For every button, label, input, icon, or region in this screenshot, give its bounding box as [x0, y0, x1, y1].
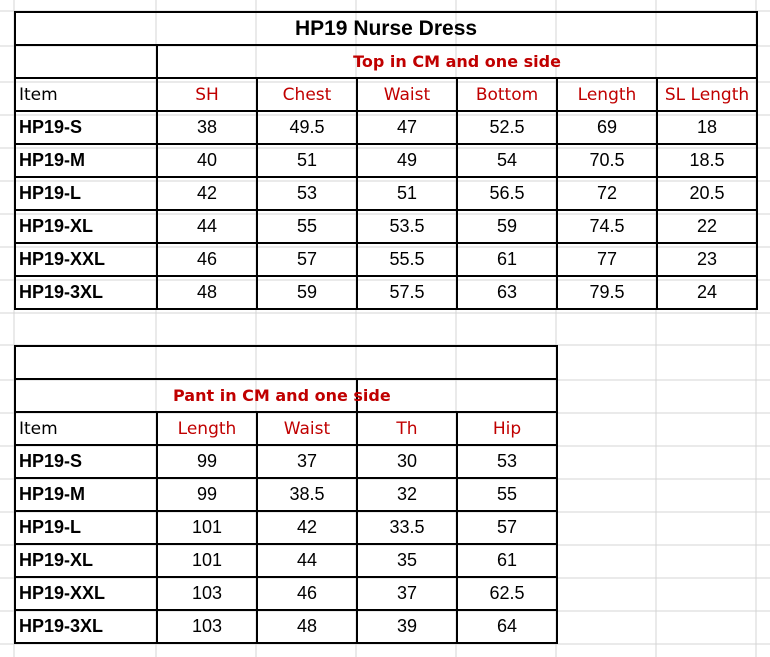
table-row: [15, 243, 757, 276]
column-header: Th: [357, 412, 457, 445]
value-cell: 70.5: [557, 144, 657, 177]
top-size-table: [14, 11, 758, 310]
pant-size-table: [14, 345, 558, 644]
value-cell: 99: [157, 445, 257, 478]
table-row: [15, 478, 557, 511]
item-cell: HP19-L: [15, 511, 157, 544]
table-row: [15, 177, 757, 210]
value-cell: 52.5: [457, 111, 557, 144]
value-cell: 79.5: [557, 276, 657, 309]
value-cell: 53.5: [357, 210, 457, 243]
value-cell: 49: [357, 144, 457, 177]
item-cell: HP19-XL: [15, 544, 157, 577]
value-cell: 37: [257, 445, 357, 478]
value-cell: 62.5: [457, 577, 557, 610]
value-cell: 38.5: [257, 478, 357, 511]
value-cell: 39: [357, 610, 457, 643]
value-cell: 42: [257, 511, 357, 544]
column-header: Waist: [357, 78, 457, 111]
value-cell: 46: [157, 243, 257, 276]
value-cell: 55: [457, 478, 557, 511]
value-cell: 24: [657, 276, 757, 309]
item-cell: HP19-3XL: [15, 276, 157, 309]
pant-header-row: [15, 412, 557, 445]
value-cell: 99: [157, 478, 257, 511]
value-cell: 61: [457, 243, 557, 276]
value-cell: 44: [257, 544, 357, 577]
table-row: [15, 511, 557, 544]
empty-row: [15, 346, 557, 379]
column-header: Item: [15, 78, 157, 111]
value-cell: 51: [357, 177, 457, 210]
value-cell: 42: [157, 177, 257, 210]
value-cell: 38: [157, 111, 257, 144]
value-cell: 57: [457, 511, 557, 544]
column-header: Hip: [457, 412, 557, 445]
column-header: Length: [557, 78, 657, 111]
value-cell: 72: [557, 177, 657, 210]
top-header-row: [15, 78, 757, 111]
item-cell: HP19-3XL: [15, 610, 157, 643]
value-cell: 59: [257, 276, 357, 309]
column-header: Bottom: [457, 78, 557, 111]
table-title: HP19 Nurse Dress: [15, 12, 757, 45]
column-header: Chest: [257, 78, 357, 111]
value-cell: 18: [657, 111, 757, 144]
value-cell: 40: [157, 144, 257, 177]
table-row: [15, 445, 557, 478]
value-cell: 59: [457, 210, 557, 243]
value-cell: 22: [657, 210, 757, 243]
value-cell: 48: [157, 276, 257, 309]
value-cell: 64: [457, 610, 557, 643]
value-cell: 30: [357, 445, 457, 478]
item-cell: HP19-XXL: [15, 577, 157, 610]
value-cell: 101: [157, 511, 257, 544]
value-cell: 103: [157, 577, 257, 610]
value-cell: 54: [457, 144, 557, 177]
item-cell: HP19-XL: [15, 210, 157, 243]
value-cell: 101: [157, 544, 257, 577]
value-cell: 57.5: [357, 276, 457, 309]
value-cell: 35: [357, 544, 457, 577]
item-cell: HP19-S: [15, 445, 157, 478]
empty-cell: [15, 45, 157, 78]
value-cell: 33.5: [357, 511, 457, 544]
item-cell: HP19-M: [15, 144, 157, 177]
value-cell: 32: [357, 478, 457, 511]
value-cell: 18.5: [657, 144, 757, 177]
value-cell: 61: [457, 544, 557, 577]
top-subtitle: Top in CM and one side: [157, 45, 757, 78]
table-row: [15, 144, 757, 177]
value-cell: 23: [657, 243, 757, 276]
value-cell: 47: [357, 111, 457, 144]
pant-subtitle: Pant in CM and one side: [15, 379, 357, 412]
value-cell: 57: [257, 243, 357, 276]
item-cell: HP19-L: [15, 177, 157, 210]
value-cell: 49.5: [257, 111, 357, 144]
table-row: [15, 577, 557, 610]
table-row: [15, 544, 557, 577]
table-row: [15, 276, 757, 309]
value-cell: 103: [157, 610, 257, 643]
column-header: Item: [15, 412, 157, 445]
column-header: SH: [157, 78, 257, 111]
value-cell: 37: [357, 577, 457, 610]
value-cell: 51: [257, 144, 357, 177]
value-cell: 69: [557, 111, 657, 144]
value-cell: 55: [257, 210, 357, 243]
value-cell: 74.5: [557, 210, 657, 243]
value-cell: 46: [257, 577, 357, 610]
value-cell: 63: [457, 276, 557, 309]
item-cell: HP19-S: [15, 111, 157, 144]
table-row: [15, 111, 757, 144]
item-cell: HP19-M: [15, 478, 157, 511]
value-cell: 53: [257, 177, 357, 210]
value-cell: 48: [257, 610, 357, 643]
value-cell: 53: [457, 445, 557, 478]
column-header: SL Length: [657, 78, 757, 111]
column-header: Length: [157, 412, 257, 445]
value-cell: 55.5: [357, 243, 457, 276]
column-header: Waist: [257, 412, 357, 445]
value-cell: 44: [157, 210, 257, 243]
value-cell: 56.5: [457, 177, 557, 210]
table-row: [15, 210, 757, 243]
table-row: [15, 610, 557, 643]
value-cell: 20.5: [657, 177, 757, 210]
value-cell: 77: [557, 243, 657, 276]
item-cell: HP19-XXL: [15, 243, 157, 276]
